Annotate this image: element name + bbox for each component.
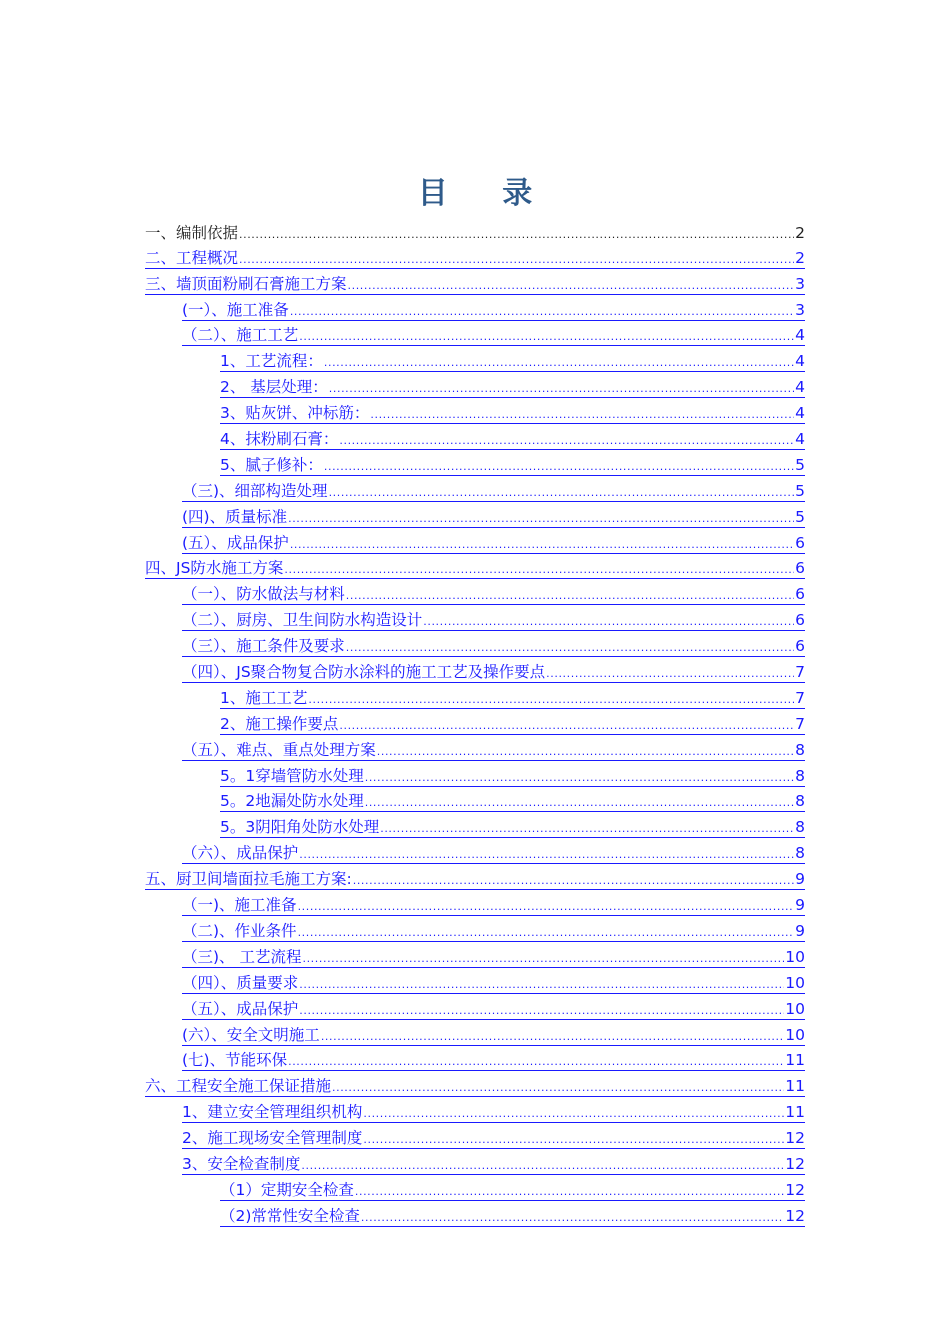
toc-entry-label: （三)、细部构造处理 xyxy=(182,481,328,500)
toc-dot-leader xyxy=(302,951,784,967)
toc-dot-leader xyxy=(329,381,794,397)
toc-dot-leader xyxy=(332,1080,784,1096)
toc-entry[interactable] xyxy=(220,398,805,424)
toc-entry[interactable] xyxy=(220,1175,805,1201)
toc-entry-page-number: 5 xyxy=(795,481,805,500)
toc-entry-page-number: 9 xyxy=(795,921,805,940)
toc-entry-label: （二）、施工工艺 xyxy=(182,326,299,345)
toc-dot-leader xyxy=(361,1210,784,1226)
table-of-contents xyxy=(145,218,805,1227)
toc-entry-page-number: 12 xyxy=(785,1154,805,1173)
toc-entry-page-number: 2 xyxy=(795,223,805,242)
toc-entry-label: 5。1穿墙管防水处理 xyxy=(220,766,364,785)
toc-entry-page-number: 6 xyxy=(795,559,805,578)
toc-dot-leader xyxy=(546,666,794,682)
toc-entry-page-number: 7 xyxy=(795,714,805,733)
toc-entry[interactable] xyxy=(220,709,805,735)
toc-entry-label: (五）、成品保护 xyxy=(182,533,289,552)
toc-entry[interactable] xyxy=(182,890,805,916)
toc-entry[interactable] xyxy=(145,243,805,269)
toc-entry-page-number: 6 xyxy=(795,611,805,630)
toc-dot-leader xyxy=(288,1054,784,1070)
toc-dot-leader xyxy=(299,329,794,345)
toc-dot-leader xyxy=(370,407,794,423)
toc-dot-leader xyxy=(329,485,795,501)
toc-entry[interactable] xyxy=(182,1123,805,1149)
toc-dot-leader xyxy=(380,821,794,837)
toc-entry-label: (四)、质量标准 xyxy=(182,507,288,526)
toc-entry-page-number: 7 xyxy=(795,663,805,682)
toc-dot-leader xyxy=(365,770,794,786)
toc-entry-label: （2)常常性安全检查 xyxy=(220,1206,360,1225)
toc-entry[interactable] xyxy=(182,631,805,657)
toc-entry-label: （一)、施工准备 xyxy=(182,896,297,915)
toc-entry-page-number: 7 xyxy=(795,688,805,707)
toc-entry-page-number: 12 xyxy=(785,1129,805,1148)
toc-entry-page-number: 10 xyxy=(785,947,805,966)
toc-dot-leader xyxy=(339,718,794,734)
toc-entry[interactable] xyxy=(182,321,805,347)
toc-entry[interactable] xyxy=(220,812,805,838)
toc-entry[interactable] xyxy=(220,1201,805,1227)
toc-entry[interactable] xyxy=(220,787,805,813)
toc-dot-leader xyxy=(299,1003,784,1019)
toc-entry[interactable] xyxy=(182,605,805,631)
toc-dot-leader xyxy=(346,588,794,604)
toc-entry[interactable] xyxy=(220,761,805,787)
toc-entry-page-number: 5 xyxy=(795,455,805,474)
toc-entry-page-number: 3 xyxy=(795,300,805,319)
toc-entry-page-number: 6 xyxy=(795,637,805,656)
toc-entry-page-number: 4 xyxy=(795,326,805,345)
toc-entry[interactable] xyxy=(220,424,805,450)
toc-entry-page-number: 9 xyxy=(795,870,805,889)
toc-entry-label: 2、施工操作要点 xyxy=(220,714,339,733)
toc-dot-leader xyxy=(346,640,794,656)
toc-entry-label: 六、工程安全施工保证措施 xyxy=(145,1077,332,1096)
toc-entry-page-number: 9 xyxy=(795,896,805,915)
toc-entry-page-number: 12 xyxy=(785,1206,805,1225)
toc-dot-leader xyxy=(365,795,794,811)
toc-dot-leader xyxy=(299,977,784,993)
toc-entry-label: 1、建立安全管理组织机构 xyxy=(182,1103,363,1122)
toc-dot-leader xyxy=(324,355,794,371)
toc-dot-leader xyxy=(355,1184,784,1200)
toc-entry[interactable] xyxy=(182,1149,805,1175)
toc-entry-label: 4、抹粉刷石膏： xyxy=(220,430,339,449)
toc-dot-leader xyxy=(363,1106,784,1122)
toc-dot-leader xyxy=(239,227,794,243)
toc-entry-label: 2、施工现场安全管理制度 xyxy=(182,1129,363,1148)
toc-entry-page-number: 2 xyxy=(795,248,805,267)
toc-entry[interactable] xyxy=(145,554,805,580)
toc-entry[interactable] xyxy=(220,683,805,709)
toc-entry[interactable] xyxy=(182,295,805,321)
toc-entry-page-number: 6 xyxy=(795,533,805,552)
toc-entry-label: （四）、JS聚合物复合防水涂料的施工工艺及操作要点 xyxy=(182,663,546,682)
toc-entry-page-number: 11 xyxy=(785,1051,805,1070)
toc-entry[interactable] xyxy=(220,450,805,476)
toc-entry[interactable] xyxy=(182,579,805,605)
toc-entry-page-number: 8 xyxy=(795,792,805,811)
toc-entry[interactable] xyxy=(182,1046,805,1072)
toc-entry-page-number: 11 xyxy=(785,1077,805,1096)
toc-dot-leader xyxy=(324,459,794,475)
toc-entry-page-number: 8 xyxy=(795,844,805,863)
toc-entry-label: 5。3阴阳角处防水处理 xyxy=(220,818,380,837)
toc-entry[interactable] xyxy=(220,372,805,398)
toc-dot-leader xyxy=(363,1132,784,1148)
toc-entry[interactable] xyxy=(182,1097,805,1123)
toc-entry-page-number: 8 xyxy=(795,818,805,837)
toc-entry-page-number: 6 xyxy=(795,585,805,604)
toc-dot-leader xyxy=(299,847,794,863)
toc-entry-page-number: 4 xyxy=(795,404,805,423)
toc-entry-label: 2、 基层处理： xyxy=(220,378,328,397)
toc-dot-leader xyxy=(301,1158,784,1174)
toc-entry-label: 1、施工工艺 xyxy=(220,688,308,707)
toc-entry[interactable] xyxy=(182,916,805,942)
toc-entry-page-number: 12 xyxy=(785,1180,805,1199)
toc-entry-page-number: 10 xyxy=(785,999,805,1018)
toc-entry[interactable] xyxy=(182,994,805,1020)
toc-entry-label: （六）、成品保护 xyxy=(182,844,299,863)
toc-entry-page-number: 4 xyxy=(795,430,805,449)
toc-entry[interactable] xyxy=(182,657,805,683)
toc-entry-page-number: 10 xyxy=(785,973,805,992)
toc-entry xyxy=(145,218,805,243)
toc-entry[interactable] xyxy=(145,1071,805,1097)
page-title: 目 录 xyxy=(417,176,555,211)
toc-entry[interactable] xyxy=(182,735,805,761)
toc-entry[interactable] xyxy=(182,1020,805,1046)
toc-dot-leader xyxy=(339,433,794,449)
toc-entry-page-number: 4 xyxy=(795,378,805,397)
toc-entry[interactable] xyxy=(145,269,805,295)
toc-entry-label: 一、编制依据 xyxy=(145,223,239,242)
toc-entry[interactable] xyxy=(182,528,805,554)
toc-entry-label: (六）、安全文明施工 xyxy=(182,1025,320,1044)
toc-entry-label: （二）、厨房、卫生间防水构造设计 xyxy=(182,611,423,630)
toc-entry-page-number: 4 xyxy=(795,352,805,371)
toc-entry[interactable] xyxy=(182,476,805,502)
toc-entry-page-number: 11 xyxy=(785,1103,805,1122)
toc-entry-label: （五）、难点、重点处理方案 xyxy=(182,740,376,759)
toc-entry[interactable] xyxy=(220,346,805,372)
toc-entry-label: （二)、作业条件 xyxy=(182,921,297,940)
toc-dot-leader xyxy=(284,562,794,578)
toc-entry-label: （五）、成品保护 xyxy=(182,999,299,1018)
toc-entry-label: （一）、防水做法与材料 xyxy=(182,585,345,604)
toc-dot-leader xyxy=(290,537,794,553)
toc-entry-page-number: 10 xyxy=(785,1025,805,1044)
toc-dot-leader xyxy=(348,278,795,294)
toc-dot-leader xyxy=(377,744,794,760)
toc-entry-page-number: 3 xyxy=(795,274,805,293)
toc-entry-label: 五、厨卫间墙面拉毛施工方案: xyxy=(145,870,352,889)
toc-dot-leader xyxy=(353,873,794,889)
toc-entry-label: 二、工程概况 xyxy=(145,248,239,267)
toc-entry-label: （三)、 工艺流程 xyxy=(182,947,302,966)
toc-entry-label: (一）、施工准备 xyxy=(182,300,289,319)
toc-dot-leader xyxy=(298,899,795,915)
toc-entry[interactable] xyxy=(182,968,805,994)
toc-entry-page-number: 8 xyxy=(795,740,805,759)
toc-dot-leader xyxy=(290,304,794,320)
toc-dot-leader xyxy=(321,1029,784,1045)
toc-entry-label: （四）、质量要求 xyxy=(182,973,299,992)
toc-entry-label: 3、贴灰饼、冲标筋： xyxy=(220,404,370,423)
toc-dot-leader xyxy=(239,252,794,268)
toc-dot-leader xyxy=(288,511,794,527)
toc-entry-label: 三、墙顶面粉刷石膏施工方案 xyxy=(145,274,347,293)
toc-entry[interactable] xyxy=(182,942,805,968)
toc-dot-leader xyxy=(308,692,794,708)
toc-entry[interactable] xyxy=(182,502,805,528)
toc-entry-label: 5。2地漏处防水处理 xyxy=(220,792,364,811)
toc-entry-page-number: 5 xyxy=(795,507,805,526)
toc-entry[interactable] xyxy=(182,838,805,864)
toc-entry-label: （1）定期安全检查 xyxy=(220,1180,354,1199)
toc-entry-label: 四、JS防水施工方案 xyxy=(145,559,284,578)
toc-entry-label: 1、工艺流程： xyxy=(220,352,323,371)
toc-entry-label: 5、腻子修补： xyxy=(220,455,323,474)
toc-entry-page-number: 8 xyxy=(795,766,805,785)
toc-entry-label: (七)、节能环保 xyxy=(182,1051,288,1070)
toc-entry-label: （三）、施工条件及要求 xyxy=(182,637,345,656)
toc-dot-leader xyxy=(423,614,794,630)
toc-entry[interactable] xyxy=(145,864,805,890)
toc-entry-label: 3、安全检查制度 xyxy=(182,1154,301,1173)
toc-dot-leader xyxy=(298,925,795,941)
